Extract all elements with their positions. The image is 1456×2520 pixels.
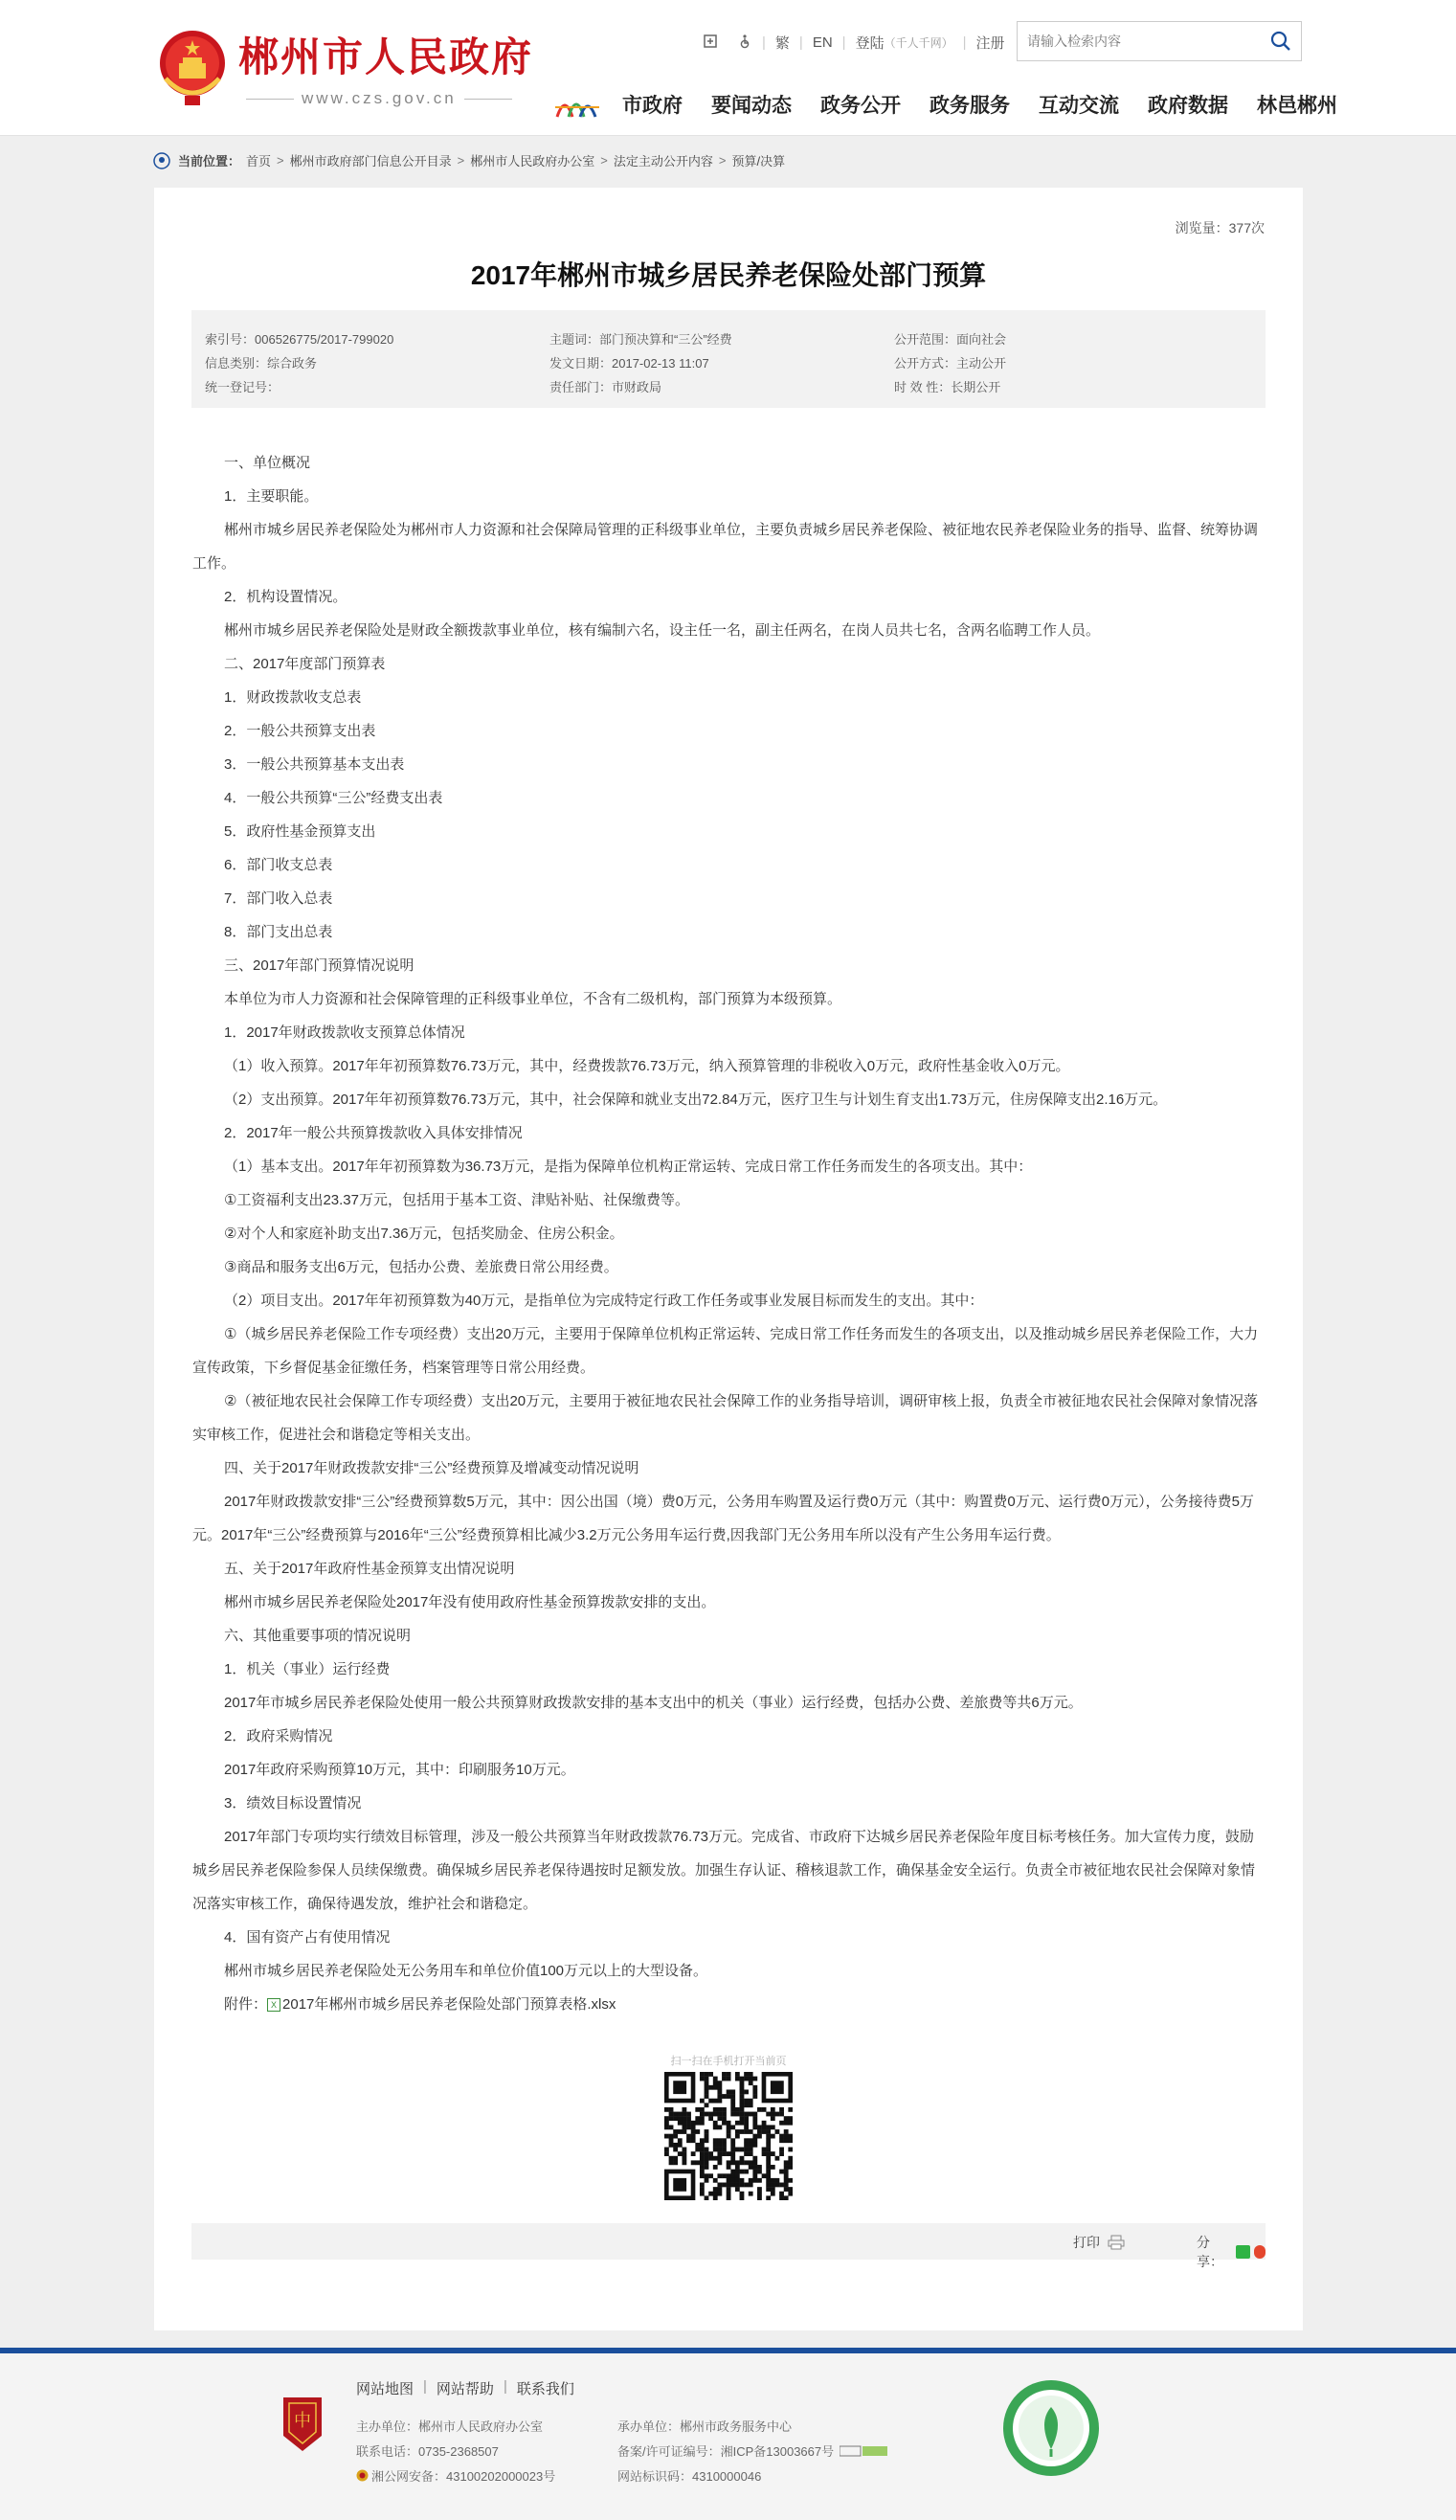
body-paragraph: 1．主要职能。: [224, 488, 319, 505]
footer-links: 网站地图 | 网站帮助 | 联系我们: [356, 2378, 574, 2397]
breadcrumb-statutory[interactable]: 法定主动公开内容: [613, 154, 713, 169]
body-paragraph: 2017年市城乡居民养老保险处使用一般公共预算财政拨款安排的基本支出中的机关（事业）运行经费，包括办公费、差旅费等共6万元。: [224, 1695, 1083, 1711]
body-paragraph: 2．政府采购情况: [224, 1728, 333, 1744]
accessibility-icon[interactable]: [693, 34, 728, 53]
footer-organizer: 承办单位：郴州市政务服务中心: [617, 2419, 793, 2434]
nav-item-data[interactable]: 政府数据: [1148, 95, 1228, 117]
search-icon: [1269, 30, 1292, 53]
location-pin-icon: [153, 152, 170, 169]
body-paragraph: （2）项目支出。2017年年初预算数为40万元，是指单位为完成特定行政工作任务或事业发展目标而发生的支出。其中：: [224, 1293, 984, 1309]
body-paragraph: 4．国有资产占有使用情况: [224, 1929, 391, 1946]
site-url: www.czs.gov.cn: [302, 89, 457, 107]
footer-site-code: 网站标识码：4310000046: [617, 2469, 762, 2484]
body-paragraph: （1）收入预算。2017年年初预算数76.73万元，其中，经费拨款76.73万元，纳入预算管理的非税收入0万元，政府性基金收入0万元。: [224, 1058, 1070, 1074]
nav-item-city-government[interactable]: 市政府: [622, 95, 683, 117]
body-paragraph: 郴州市城乡居民养老保险处为郴州市人力资源和社会保障局管理的正科级事业单位，主要负责城乡居民养老保险、被征地农民养老保险业务的指导、监督、统筹协调工作。: [192, 522, 1259, 572]
excel-file-icon: X: [267, 1998, 280, 2012]
footer-police-row: [356, 2466, 555, 2485]
body-paragraph: 2017年政府采购预算10万元，其中：印刷服务10万元。: [224, 1762, 575, 1778]
breadcrumb-label: 当前位置：: [178, 154, 241, 169]
printer-icon: [1108, 2235, 1125, 2250]
meta-scope: 公开范围：面向社会: [894, 332, 1007, 347]
body-paragraph: 2．一般公共预算支出表: [224, 723, 376, 739]
breadcrumb-budget[interactable]: 预算/决算: [731, 154, 786, 169]
qr-code-icon: [664, 2072, 793, 2200]
body-paragraph: 2017年财政拨款安排“三公”经费预算数5万元，其中：因公出国（境）费0万元，公务用车购置及运行费0万元（其中：购置费0万元、运行费0万元），公务接待费5万元。2017年“三公”经费预算与2016年“三公”经费预算相比减少3.2万元公务用车运行费,因我部门无公务用车所以没有产生公务用车运行费。: [192, 1494, 1254, 1543]
site-header: [0, 0, 1456, 136]
body-paragraph: 5．政府性基金预算支出: [224, 823, 376, 840]
print-label: 打印: [1073, 2235, 1100, 2250]
svg-text:中: 中: [294, 2411, 311, 2431]
meta-reg-no: 统一登记号：: [205, 380, 280, 394]
body-paragraph: ①工资福利支出23.37万元，包括用于基本工资、津贴补贴、社保缴费等。: [224, 1192, 689, 1208]
body-paragraph: ②（被征地农民社会保障工作专项经费）支出20万元，主要用于被征地农民社会保障工作的业务指导培训，调研审核上报，负责全市被征地农民社会保障对象情况落实审核工作，促进社会和谐稳定等相关支出。: [192, 1393, 1259, 1443]
body-paragraph: （2）支出预算。2017年年初预算数76.73万元，其中，社会保障和就业支出72.84万元，医疗卫生与计划生育支出1.73万元，住房保障支出2.16万元。: [224, 1091, 1168, 1108]
body-paragraph: 五、关于2017年政府性基金预算支出情况说明: [224, 1561, 515, 1577]
english-link[interactable]: EN: [812, 34, 833, 51]
meta-index-no: 索引号：006526775/2017-799020: [205, 332, 394, 347]
site-name: 郴州市人民政府: [238, 36, 534, 80]
search-box: [1017, 21, 1302, 61]
attachment-link[interactable]: 2017年郴州市城乡居民养老保险处部门预算表格.xlsx: [282, 1996, 616, 2013]
body-paragraph: 郴州市城乡居民养老保险处2017年没有使用政府性基金预算拨款安排的支出。: [224, 1594, 716, 1610]
body-paragraph: ②对个人和家庭补助支出7.36万元，包括奖励金、住房公积金。: [224, 1226, 624, 1242]
body-paragraph: 二、2017年度部门预算表: [224, 656, 386, 672]
top-links: | 繁 | EN | 登陆 （千人千网） | 注册: [693, 33, 1015, 53]
article-meta: [191, 310, 1266, 408]
footer-phone: 联系电话：0735-2368507: [356, 2444, 499, 2459]
footer-sponsor: 主办单位：郴州市人民政府办公室: [356, 2419, 544, 2434]
login-link[interactable]: 登陆: [855, 35, 885, 52]
article-body: [192, 446, 1265, 2021]
site-footer: [0, 2348, 1456, 2520]
body-paragraph: 郴州市城乡居民养老保险处无公务用车和单位价值100万元以上的大型设备。: [224, 1963, 708, 1979]
body-paragraph: （1）基本支出。2017年年初预算数为36.73万元，是指为保障单位机构正常运转、完成日常工作任务而发生的各项支出。其中：: [224, 1159, 1033, 1175]
footer-icp-row: [617, 2441, 887, 2460]
attachment-label: 附件：: [224, 1996, 268, 2013]
weibo-share-icon[interactable]: [1254, 2245, 1266, 2259]
body-paragraph: 2．机构设置情况。: [224, 589, 347, 605]
body-paragraph: 本单位为市人力资源和社会保障管理的正科级事业单位，不含有二级机构，部门预算为本级预算。: [224, 991, 842, 1007]
nav-decoration-icon: [553, 88, 601, 121]
site-logo[interactable]: [156, 25, 533, 109]
attachment-row: [192, 1988, 1265, 2021]
body-paragraph: 三、2017年部门预算情况说明: [224, 957, 414, 974]
nav-item-services[interactable]: 政务服务: [930, 95, 1010, 117]
body-paragraph: 六、其他重要事项的情况说明: [224, 1628, 412, 1644]
meta-validity: 时 效 性：长期公开: [894, 380, 1001, 394]
page-title: 2017年郴州市城乡居民养老保险处部门预算: [470, 260, 987, 290]
footer-sitemap-link[interactable]: 网站地图: [356, 2381, 414, 2397]
body-paragraph: 3．一般公共预算基本支出表: [224, 756, 405, 773]
civilized-city-seal-icon: [1001, 2378, 1101, 2478]
meta-dept: 责任部门：市财政局: [549, 380, 662, 394]
body-paragraph: 3．绩效目标设置情况: [224, 1795, 362, 1811]
body-paragraph: 7．部门收入总表: [224, 890, 333, 907]
footer-contact-link[interactable]: 联系我们: [516, 2381, 574, 2397]
meta-date: 发文日期：2017-02-13 11:07: [549, 356, 709, 371]
body-paragraph: 1．2017年财政拨款收支预算总体情况: [224, 1024, 465, 1041]
meta-method: 公开方式：主动公开: [894, 356, 1007, 371]
footer-help-link[interactable]: 网站帮助: [436, 2381, 494, 2397]
body-paragraph: 一、单位概况: [224, 455, 311, 471]
party-government-badge-icon: [280, 2394, 325, 2455]
breadcrumb: 当前位置： 首页 > 郴州市政府部门信息公开目录 > 郴州市人民政府办公室 > 法定主动公开内容 > 预算/决算: [153, 151, 785, 169]
footer-police[interactable]: 湘公网安备：43100202000023号: [371, 2469, 556, 2484]
article-container: [154, 188, 1303, 2330]
search-input[interactable]: [1018, 22, 1261, 60]
footer-icp[interactable]: 备案/许可证编号：湘ICP备13003667号: [617, 2444, 835, 2459]
article-toolbar: [191, 2223, 1266, 2269]
share-label: 分享：: [1197, 2235, 1223, 2269]
nav-item-linyi-chenzhou[interactable]: 林邑郴州: [1257, 95, 1337, 117]
body-paragraph: 6．部门收支总表: [224, 857, 333, 873]
body-paragraph: 2．2017年一般公共预算拨款收入具体安排情况: [224, 1125, 523, 1141]
view-count: 浏览量：377次: [1175, 220, 1265, 236]
main-nav: [553, 88, 1337, 121]
login-hint: （千人千网）: [884, 36, 953, 50]
body-paragraph: 郴州市城乡居民养老保险处是财政全额拨款事业单位，核有编制六名，设主任一名，副主任两名，在岗人员共七名，含两名临聘工作人员。: [224, 622, 1101, 639]
police-badge-icon: [356, 2469, 369, 2482]
body-paragraph: ③商品和服务支出6万元，包括办公费、差旅费日常公用经费。: [224, 1259, 618, 1275]
breadcrumb-office[interactable]: 郴州市人民政府办公室: [470, 154, 595, 169]
body-paragraph: 8．部门支出总表: [224, 924, 333, 940]
breadcrumb-home[interactable]: 首页: [246, 154, 272, 169]
breadcrumb-catalog[interactable]: 郴州市政府部门信息公开目录: [289, 154, 452, 169]
print-button[interactable]: [1073, 2233, 1125, 2252]
search-button[interactable]: [1261, 22, 1301, 60]
body-paragraph: 4．一般公共预算“三公”经费支出表: [224, 790, 443, 806]
traditional-chinese-link[interactable]: 繁: [774, 35, 790, 52]
nav-item-open-government[interactable]: 政务公开: [820, 95, 901, 117]
national-emblem-icon: [156, 25, 229, 109]
body-paragraph: 1．机关（事业）运行经费: [224, 1661, 391, 1677]
nav-item-interaction[interactable]: 互动交流: [1039, 95, 1119, 117]
cnzz-icon[interactable]: [840, 2445, 887, 2457]
register-link[interactable]: 注册: [975, 35, 1005, 52]
wheelchair-icon[interactable]: [728, 34, 762, 53]
nav-item-news[interactable]: 要闻动态: [711, 95, 792, 117]
body-paragraph: 四、关于2017年财政拨款安排“三公”经费预算及增减变动情况说明: [224, 1460, 639, 1476]
share-group: [1197, 2233, 1266, 2271]
body-paragraph: ①（城乡居民养老保险工作专项经费）支出20万元，主要用于保障单位机构正常运转、完成日常工作任务而发生的各项支出，以及推动城乡居民养老保险工作，大力宣传政策，下乡督促基金征缴任务，档案管理等日常公用经费。: [192, 1326, 1259, 1376]
wechat-share-icon[interactable]: [1236, 2245, 1249, 2259]
body-paragraph: 2017年部门专项均实行绩效目标管理，涉及一般公共预算当年财政拨款76.73万元。完成省、市政府下达城乡居民养老保险年度目标考核任务。加大宣传力度，鼓励城乡居民养老保险参保人员续保缴费。确保城乡居民养老保待遇按时足额发放。加强生存认证、稽核退款工作，确保基金安全运行。负责全市被征地农民社会保障对象情况落实审核工作，确保待遇发放，维护社会和谐稳定。: [192, 1829, 1256, 1912]
qr-label: 扫一扫在手机打开当前页: [670, 2056, 787, 2067]
body-paragraph: 1．财政拨款收支总表: [224, 689, 362, 706]
meta-category: 信息类别：综合政务: [205, 356, 318, 371]
meta-subject: 主题词：部门预决算和“三公”经费: [549, 332, 732, 347]
